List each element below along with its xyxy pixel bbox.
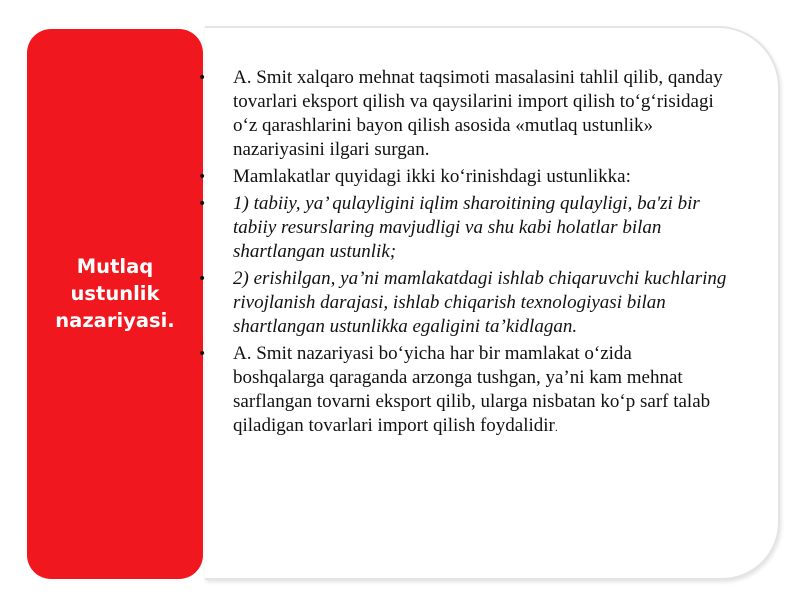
- trailing-period: .: [554, 420, 558, 434]
- list-item: [198, 165, 728, 189]
- list-item-text: 2) erishilgan, ya’ni mamlakatdagi ishlab chiqaruvchi kuchlaring rivojlanish darajasi, ishlab chiqarish texnologiyasi bilan shartlangan ustunlikka egaligini ta’kidlagan.: [233, 268, 727, 337]
- bullet-icon: •: [198, 196, 207, 212]
- bullet-icon: •: [198, 271, 207, 287]
- list-item-text: Mamlakatlar quyidagi ikki ko‘rinishdagi ustunlikka:: [233, 166, 631, 187]
- bullet-list: [198, 66, 728, 442]
- list-item: [198, 66, 728, 162]
- title-panel: [27, 29, 203, 579]
- list-item: [198, 342, 728, 439]
- bullet-icon: •: [198, 169, 207, 185]
- title-line: ustunlik: [70, 281, 160, 305]
- list-item: [198, 192, 728, 264]
- slide-title: [55, 253, 174, 334]
- list-item-text: 1) tabiiy, ya’ qulayligini iqlim sharoitining qulayligi, ba'zi bir tabiiy resurslaring mavjudligi va shu kabi holatlar bilan shartlangan ustunlik;: [233, 193, 700, 262]
- list-item-text: A. Smit nazariyasi bo‘yicha har bir mamlakat o‘zida boshqalarga qaraganda arzonga tushgan, ya’ni kam mehnat sarflangan tovarni eksport qilib, ularga nisbatan ko‘p sarf talab qiladigan tovarlari import qilish foydalidir: [233, 343, 711, 436]
- title-line: nazariyasi.: [55, 308, 175, 332]
- list-item: [198, 267, 728, 339]
- title-line: Mutlaq: [76, 254, 154, 278]
- bullet-icon: •: [198, 346, 207, 362]
- bullet-icon: •: [198, 70, 207, 86]
- list-item-text: A. Smit xalqaro mehnat taqsimoti masalasini tahlil qilib, qanday tovarlari eksport qilish va qaysilarini import qilish to‘g‘risidagi o‘z qarashlarini bayon qilish asosida «mutlaq ustunlik» nazariyasini ilgari surgan.: [233, 67, 723, 160]
